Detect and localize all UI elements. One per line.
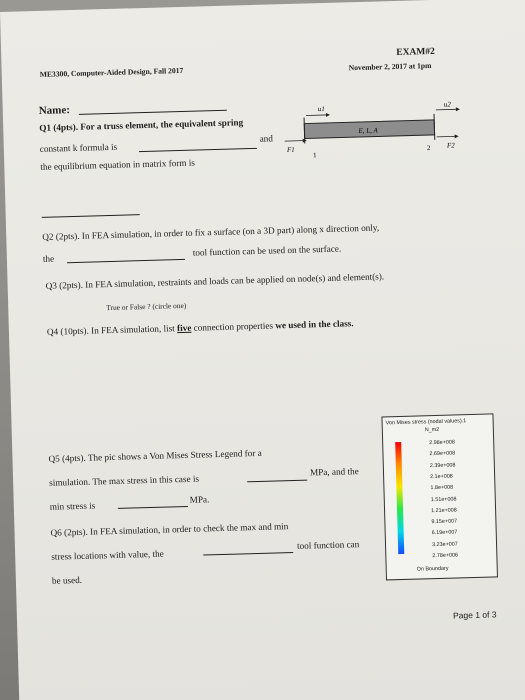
f1-arrow (285, 141, 303, 142)
f2-label: F2 (446, 141, 455, 150)
q2-blank[interactable] (67, 259, 185, 263)
q5-line1: Q5 (4pts). The pic shows a Von Mises Stress Legend for a (48, 447, 262, 464)
legend-value: 3.23e+007 (431, 541, 458, 548)
legend-value: 6.19e+007 (431, 529, 458, 537)
u2-arrowhead (456, 107, 460, 111)
q5-line2a: simulation. The max stress in this case is (49, 473, 200, 488)
q1-line2b: and (259, 133, 274, 144)
q6-line1: Q6 (2pts). In FEA simulation, in order to check the max and min (50, 521, 289, 538)
f2-arrowhead (455, 134, 459, 138)
u1-label: u1 (317, 104, 325, 114)
q1-line2a: constant k formula is (39, 141, 118, 154)
u1-arrowhead (326, 113, 330, 117)
legend-unit: N_m2 (424, 426, 440, 434)
q5-max-blank[interactable] (247, 480, 307, 483)
name-field[interactable] (79, 110, 227, 115)
legend-value: 1.8e+008 (430, 484, 454, 492)
legend-value: 2.1e+008 (430, 473, 453, 481)
legend-value: 9.15e+007 (431, 518, 458, 526)
q4-question (47, 319, 354, 337)
f2-arrow (437, 136, 455, 137)
q5-line2b: MPa, and the (309, 466, 359, 478)
f1-label: F1 (286, 145, 295, 155)
name-label: Name: (38, 104, 71, 117)
legend-color-bar (395, 442, 404, 554)
legend-value: 2.69e+008 (429, 450, 456, 458)
u1-arrow (306, 115, 326, 116)
node1-label: 1 (313, 151, 317, 160)
exam-title: EXAM#2 (396, 46, 435, 58)
q6-line3: be used. (51, 574, 83, 586)
u2-arrow (436, 109, 456, 110)
legend-value: 2.98e+008 (429, 439, 455, 447)
u2-label: u2 (443, 100, 451, 109)
legend-title: Von Mises stress (nodal values).1 (385, 418, 467, 427)
course-title: ME3300, Computer-Aided Design, Fall 2017 (39, 65, 184, 79)
q3-line1: Q3 (2pts). In FEA simulation, restraints and loads can be applied on node(s) and element(s). (45, 271, 385, 291)
legend-value: 1.21e+008 (431, 507, 457, 514)
q5-line3b: MPa. (189, 494, 210, 505)
q5-line3a: min stress is (49, 500, 96, 512)
legend-value: 2.39e+008 (429, 462, 456, 469)
q2-line1: Q2 (2pts). In FEA simulation, in order to fix a surface (on a 3D part) along x direction only, (42, 222, 380, 242)
q5-min-blank[interactable] (118, 506, 188, 509)
q6-blank[interactable] (203, 552, 293, 556)
von-mises-legend (381, 413, 498, 580)
q1-line1 (39, 118, 243, 133)
legend-footer: On Boundary (416, 565, 449, 573)
legend-value: 2.78e+006 (432, 552, 459, 560)
page-number: Page 1 of 3 (452, 609, 497, 621)
q1-spring-constant-blank[interactable] (139, 148, 257, 152)
exam-date: November 2, 2017 at 1pm (348, 60, 432, 73)
q2-line2a: the (42, 253, 55, 264)
node2-label: 2 (426, 144, 431, 153)
q4-prefix: Q4 (10pts). In FEA simulation, list (46, 323, 178, 337)
q4-emphasis: five (176, 322, 192, 334)
q1-text: Q1 (4pts). For a truss element, the equivalent spring (39, 117, 244, 133)
q3-line2: True or False ? (circle one) (106, 300, 187, 313)
q6-line2b: tool function can (296, 539, 360, 551)
q6-line2a: stress locations with value, the (51, 548, 164, 562)
legend-value: 1.51e+008 (430, 495, 457, 503)
q4-mid: connection properties (191, 320, 276, 333)
truss-element-figure (278, 99, 465, 164)
node2-tick (434, 114, 435, 140)
q4-suffix: we used in the class. (275, 318, 354, 331)
bar-properties-label: E, L, A (358, 126, 378, 136)
q1-matrix-blank[interactable] (42, 214, 140, 218)
q2-line2b: tool function can be used on the surface. (192, 243, 342, 258)
q1-line3: the equilibrium equation in matrix form is (40, 157, 196, 172)
